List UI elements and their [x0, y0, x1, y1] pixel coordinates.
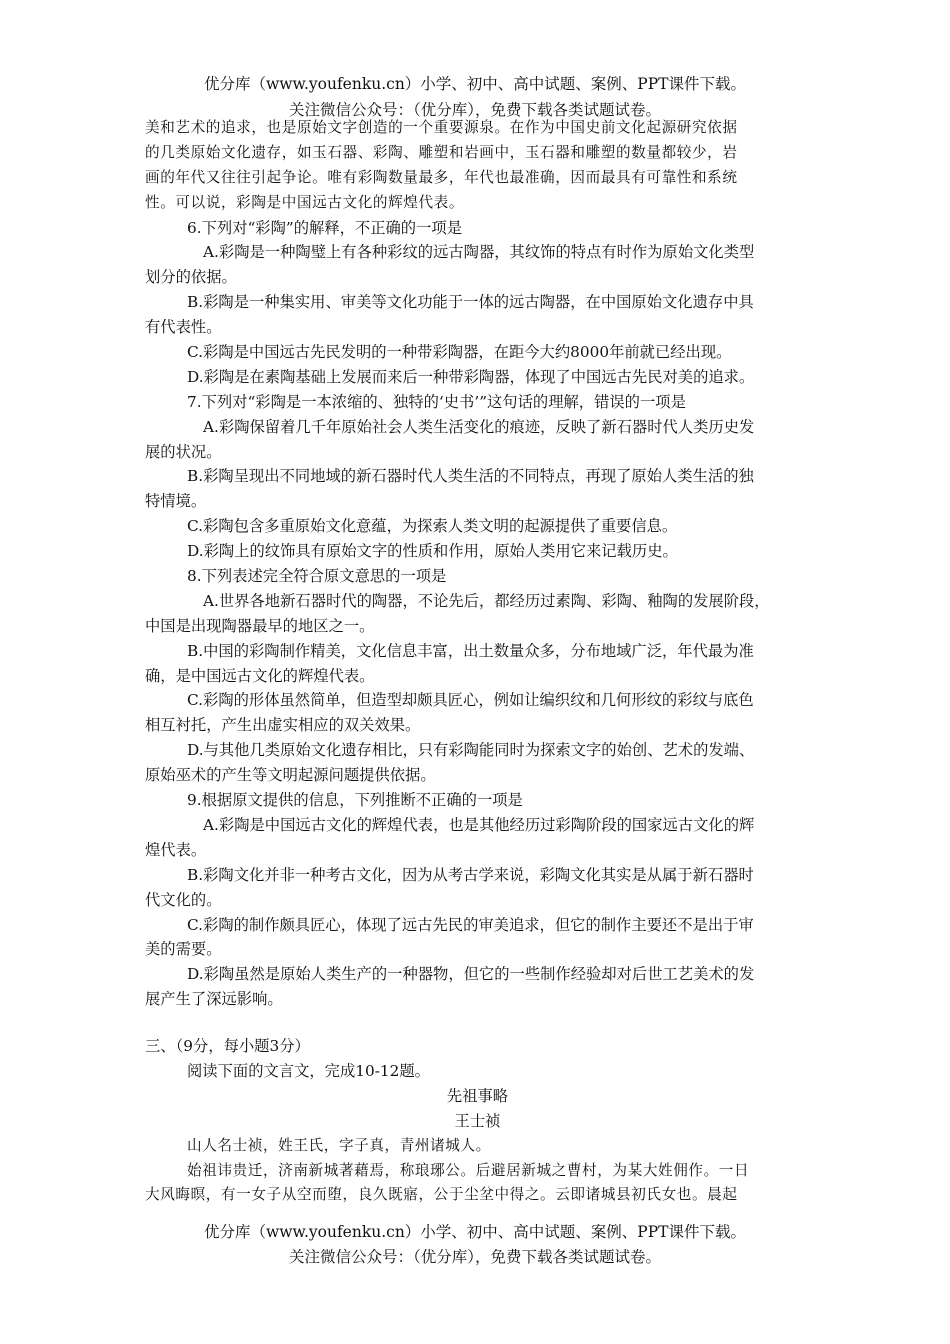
q9-option-b: B.彩陶文化并非一种考古文化，因为从考古学来说，彩陶文化其实是从属于新石器时: [187, 865, 754, 884]
q6-option-b: B.彩陶是一种集实用、审美等文化功能于一体的远古陶器，在中国原始文化遗存中具: [187, 293, 754, 312]
passage-author: 王士祯: [454, 1111, 501, 1130]
q9-option-d: D.彩陶虽然是原始人类生产的一种器物，但它的一些制作经验却对后世工艺美术的发: [187, 965, 755, 984]
question-8-stem: 8.下列表述完全符合原文意思的一项是: [187, 567, 447, 586]
question-6-stem: 6.下列对“彩陶”的解释，不正确的一项是: [187, 218, 462, 237]
q7-option-b-cont: 特情境。: [145, 492, 207, 511]
section-3-heading: 三、（9分，每小题3分）: [145, 1037, 310, 1056]
q7-option-c: C.彩陶包含多重原始文化意蕴，为探索人类文明的起源提供了重要信息。: [187, 517, 678, 536]
q9-option-a-cont: 煌代表。: [145, 840, 207, 859]
q6-option-c: C.彩陶是中国远古先民发明的一种带彩陶器，在距今大约8000年前就已经出现。: [187, 343, 732, 362]
q9-option-a: A.彩陶是中国远古文化的辉煌代表，也是其他经历过彩陶阶段的国家远古文化的辉: [203, 815, 755, 834]
q8-option-a-cont: 中国是出现陶器最早的地区之一。: [145, 616, 375, 635]
footer-line-1: 优分库（www.youfenku.cn）小学、初中、高中试题、案例、PPT课件下载。: [203, 1223, 747, 1241]
passage-line: 的几类原始文化遗存，如玉石器、彩陶、雕塑和岩画中，玉石器和雕塑的数量都较少，岩: [145, 143, 738, 161]
question-7-stem: 7.下列对“彩陶是一本浓缩的、独特的‘史书’”这句话的理解，错误的一项是: [187, 392, 686, 411]
q7-option-a: A.彩陶保留着几千年原始社会人类生活变化的痕迹，反映了新石器时代人类历史发: [203, 417, 755, 436]
q9-option-d-cont: 展产生了深远影响。: [145, 990, 283, 1009]
classical-text-line: 始祖讳贵迁，济南新城著藉焉，称琅琊公。后避居新城之曹村，为某大姓佣作。一日: [187, 1161, 750, 1179]
classical-text-line: 山人名士祯，姓王氏，字子真，青州诸城人。: [187, 1136, 491, 1154]
q8-option-c-cont: 相互衬托，产生出虚实相应的双关效果。: [145, 716, 421, 735]
q6-option-a: A.彩陶是一种陶璧上有各种彩纹的远古陶器，其纹饰的特点有时作为原始文化类型: [203, 243, 755, 262]
q7-option-a-cont: 展的状况。: [145, 442, 222, 461]
q8-option-b: B.中国的彩陶制作精美，文化信息丰富，出土数量众多，分布地域广泛，年代最为准: [187, 641, 754, 660]
footer-line-2: 关注微信公众号：（优分库），免费下载各类试题试卷。: [288, 1248, 661, 1266]
q6-option-a-cont: 划分的依据。: [145, 268, 237, 287]
q8-option-c: C.彩陶的形体虽然简单，但造型却颇具匠心，例如让编织纹和几何形纹的彩纹与底色: [187, 691, 754, 710]
q8-option-b-cont: 确，是中国远古文化的辉煌代表。: [145, 666, 375, 685]
q7-option-d: D.彩陶上的纹饰具有原始文字的性质和作用，原始人类用它来记载历史。: [187, 542, 678, 561]
question-9-stem: 9.根据原文提供的信息，下列推断不正确的一项是: [187, 791, 523, 810]
section-3-instruction: 阅读下面的文言文，完成10-12题。: [187, 1061, 430, 1080]
document-body: [145, 116, 810, 1208]
passage-title: 先祖事略: [446, 1086, 509, 1105]
q9-option-c: C.彩陶的制作颇具匠心，体现了远古先民的审美追求，但它的制作主要还不是出于审: [187, 915, 754, 934]
passage-line: 美和艺术的追求，也是原始文字创造的一个重要源泉。在作为中国史前文化起源研究依据: [145, 119, 738, 136]
header-line-2: 关注微信公众号：（优分库），免费下载各类试题试卷。: [288, 101, 661, 119]
q6-option-b-cont: 有代表性。: [145, 318, 222, 337]
section-gap: [145, 1012, 810, 1034]
q8-option-d: D.与其他几类原始文化遗存相比，只有彩陶能同时为探索文字的始创、艺术的发端、: [187, 741, 755, 760]
q8-option-d-cont: 原始巫术的产生等文明起源问题提供依据。: [145, 766, 436, 785]
q9-option-c-cont: 美的需要。: [145, 940, 222, 959]
q6-option-d: D.彩陶是在素陶基础上发展而来后一种带彩陶器，体现了中国远古先民对美的追求。: [187, 367, 755, 386]
passage-line: 画的年代又往往引起争论。唯有彩陶数量最多，年代也最准确，因而最具有可靠性和系统: [145, 168, 738, 186]
header-line-1: 优分库（www.youfenku.cn）小学、初中、高中试题、案例、PPT课件下载。: [203, 75, 747, 93]
q8-option-a: A.世界各地新石器时代的陶器，不论先后，都经历过素陶、彩陶、釉陶的发展阶段，: [203, 591, 770, 610]
q9-option-b-cont: 代文化的。: [145, 890, 222, 909]
passage-line: 性。可以说，彩陶是中国远古文化的辉煌代表。: [145, 193, 465, 211]
classical-text-line: 大风晦暝，有一女子从空而堕，良久既寤，公于尘坌中得之。云即诸城县初氏女也。晨起: [145, 1186, 738, 1204]
q7-option-b: B.彩陶呈现出不同地域的新石器时代人类生活的不同特点，再现了原始人类生活的独: [187, 467, 754, 486]
